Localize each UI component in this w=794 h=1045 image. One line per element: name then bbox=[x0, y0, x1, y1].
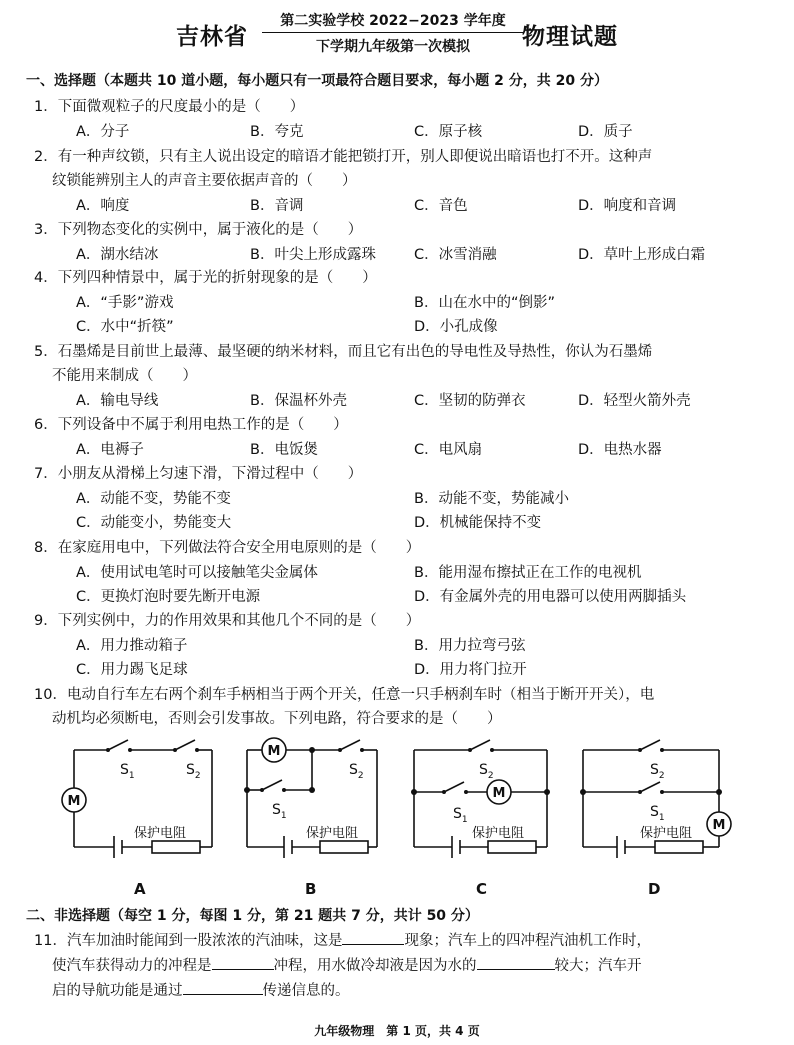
q8-option-b: B．能用湿布擦拭正在工作的电视机 bbox=[414, 565, 642, 581]
section-title-nonchoice: 二、非选择题（每空 1 分，每图 1 分，第 21 题共 7 分，共计 50 分） bbox=[26, 908, 479, 924]
question-5-stem-cont: 不能用来制成（ ） bbox=[52, 368, 197, 384]
question-3-stem: 3．下列物态变化的实例中，属于液化的是（ ） bbox=[34, 222, 363, 238]
circuit-caption-c: C bbox=[476, 880, 488, 898]
q2-option-b: B．音调 bbox=[250, 198, 304, 214]
resistor-label-b: 保护电阻 bbox=[306, 826, 359, 841]
page-footer: 九年级物理 第 1 页，共 4 页 bbox=[314, 1024, 480, 1038]
circuit-diagrams bbox=[0, 730, 794, 880]
q4-option-d: D．小孔成像 bbox=[414, 319, 498, 335]
q11-blank-3[interactable] bbox=[477, 955, 555, 970]
q2-option-c: C．音色 bbox=[414, 198, 468, 214]
question-4-stem: 4．下列四种情景中，属于光的折射现象的是（ ） bbox=[34, 270, 377, 286]
switch-s2-b: $S_2$ bbox=[349, 762, 364, 781]
exam-header bbox=[0, 6, 794, 64]
q9-option-c: C．用力踢飞足球 bbox=[76, 662, 188, 678]
question-10-stem-cont: 动机均必须断电，否则会引发事故。下列电路，符合要求的是（ ） bbox=[52, 711, 502, 727]
q11-blank-2[interactable] bbox=[212, 955, 274, 970]
motor-label-b: M bbox=[267, 744, 281, 759]
q11-blank-4[interactable] bbox=[183, 980, 263, 995]
q2-option-a: A．响度 bbox=[76, 198, 130, 214]
question-7-stem: 7．小朋友从滑梯上匀速下滑，下滑过程中（ ） bbox=[34, 466, 363, 482]
q4-option-b: B．山在水中的“倒影” bbox=[414, 295, 555, 311]
question-11-line-1 bbox=[34, 929, 651, 950]
q1-option-a: A．分子 bbox=[76, 124, 130, 140]
q9-option-b: B．用力拉弯弓弦 bbox=[414, 638, 526, 654]
switch-s1-c: $S_1$ bbox=[453, 806, 468, 825]
question-10-stem: 10．电动自行车左右两个刹车手柄相当于两个开关，任意一只手柄刹车时（相当于断开开关），电 bbox=[34, 687, 655, 703]
q11-text-1: 11．汽车加油时能闻到一股浓浓的汽油味，这是 bbox=[34, 933, 343, 949]
q9-option-d: D．用力将门拉开 bbox=[414, 662, 527, 678]
motor-label-a: M bbox=[67, 794, 81, 809]
header-term: 下学期九年级第一次模拟 bbox=[316, 39, 470, 55]
question-2-stem: 2．有一种声纹锁，只有主人说出设定的暗语才能把锁打开，别人即便说出暗语也打不开。这种声 bbox=[34, 149, 653, 165]
q6-option-b: B．电饭煲 bbox=[250, 442, 318, 458]
question-11-line-2 bbox=[52, 954, 642, 975]
switch-s1-d: $S_1$ bbox=[650, 804, 665, 823]
q3-option-c: C．冰雪消融 bbox=[414, 247, 497, 263]
q9-option-a: A．用力推动箱子 bbox=[76, 638, 188, 654]
resistor-label-a: 保护电阻 bbox=[134, 826, 187, 841]
header-province: 吉林省 bbox=[176, 24, 248, 50]
question-9-stem: 9．下列实例中，力的作用效果和其他几个不同的是（ ） bbox=[34, 613, 421, 629]
q8-option-d: D．有金属外壳的用电器可以使用两脚插头 bbox=[414, 589, 687, 605]
q8-option-c: C．更换灯泡时要先断开电源 bbox=[76, 589, 261, 605]
q3-option-a: A．湖水结冰 bbox=[76, 247, 159, 263]
motor-label-d: M bbox=[712, 818, 726, 833]
q7-option-d: D．机械能保持不变 bbox=[414, 515, 542, 531]
q11-text-4: 冲程，用水做冷却液是因为水的 bbox=[273, 958, 477, 974]
q11-text-2: 现象；汽车上的四冲程汽油机工作时， bbox=[404, 933, 651, 949]
header-school: 第二实验学校 2022−2023 学年度 bbox=[262, 10, 524, 33]
resistor-label-d: 保护电阻 bbox=[640, 826, 693, 841]
q3-option-d: D．草叶上形成白霜 bbox=[578, 247, 706, 263]
switch-s1-a: $S_1$ bbox=[120, 762, 135, 781]
switch-s2-a: $S_2$ bbox=[186, 762, 201, 781]
resistor-label-c: 保护电阻 bbox=[472, 826, 525, 841]
section-title-choice: 一、选择题（本题共 10 道小题，每小题只有一项最符合题目要求，每小题 2 分，共 20 分） bbox=[26, 73, 608, 89]
q5-option-c: C．坚韧的防弹衣 bbox=[414, 393, 526, 409]
question-2-stem-cont: 纹锁能辨别主人的声音主要依据声音的（ ） bbox=[52, 173, 357, 189]
question-6-stem: 6．下列设备中不属于利用电热工作的是（ ） bbox=[34, 417, 348, 433]
q2-option-d: D．响度和音调 bbox=[578, 198, 677, 214]
q11-text-5: 较大；汽车开 bbox=[554, 958, 642, 974]
q11-text-6: 启的导航功能是通过 bbox=[52, 983, 183, 999]
q8-option-a: A．使用试电笔时可以接触笔尖金属体 bbox=[76, 565, 318, 581]
q1-option-c: C．原子核 bbox=[414, 124, 483, 140]
q6-option-a: A．电褥子 bbox=[76, 442, 144, 458]
switch-s2-c: $S_2$ bbox=[479, 762, 494, 781]
question-5-stem: 5．石墨烯是目前世上最薄、最坚硬的纳米材料，而且它有出色的导电性及导热性，你认为石墨烯 bbox=[34, 344, 653, 360]
q1-option-d: D．质子 bbox=[578, 124, 633, 140]
q5-option-d: D．轻型火箭外壳 bbox=[578, 393, 691, 409]
question-11-line-3 bbox=[52, 979, 350, 1000]
q1-option-b: B．夸克 bbox=[250, 124, 304, 140]
q5-option-a: A．输电导线 bbox=[76, 393, 159, 409]
circuit-caption-b: B bbox=[305, 880, 317, 898]
q11-text-7: 传递信息的。 bbox=[262, 983, 350, 999]
q6-option-d: D．电热水器 bbox=[578, 442, 662, 458]
motor-label-c: M bbox=[492, 786, 506, 801]
circuit-caption-a: A bbox=[134, 880, 146, 898]
q7-option-b: B．动能不变，势能减小 bbox=[414, 491, 569, 507]
circuit-caption-d: D bbox=[648, 880, 661, 898]
q11-text-3: 使汽车获得动力的冲程是 bbox=[52, 958, 212, 974]
header-subject: 物理试题 bbox=[522, 24, 618, 50]
q4-option-a: A．“手影”游戏 bbox=[76, 295, 174, 311]
switch-s2-d: $S_2$ bbox=[650, 762, 665, 781]
q3-option-b: B．叶尖上形成露珠 bbox=[250, 247, 376, 263]
q11-blank-1[interactable] bbox=[342, 930, 404, 945]
q7-option-c: C．动能变小，势能变大 bbox=[76, 515, 232, 531]
q6-option-c: C．电风扇 bbox=[414, 442, 483, 458]
q7-option-a: A．动能不变，势能不变 bbox=[76, 491, 231, 507]
q4-option-c: C．水中“折筷” bbox=[76, 319, 174, 335]
question-1-stem: 1．下面微观粒子的尺度最小的是（ ） bbox=[34, 99, 305, 115]
q5-option-b: B．保温杯外壳 bbox=[250, 393, 347, 409]
question-8-stem: 8．在家庭用电中，下列做法符合安全用电原则的是（ ） bbox=[34, 540, 421, 556]
switch-s1-b: $S_1$ bbox=[272, 802, 287, 821]
header-school-block bbox=[262, 10, 524, 56]
